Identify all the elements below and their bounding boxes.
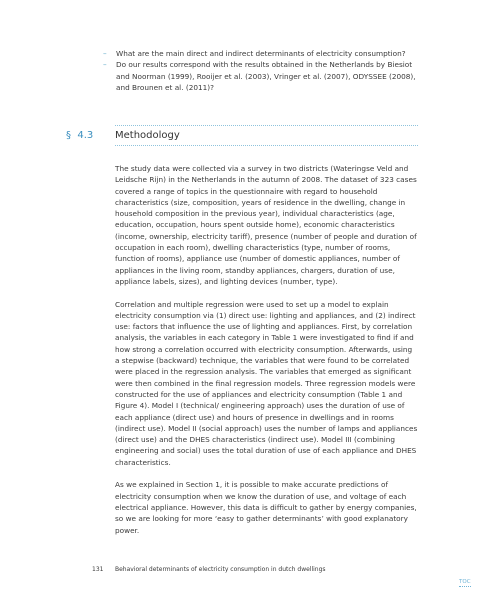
page-number: 131 <box>92 566 104 573</box>
question-text: Do our results correspond with the results obtained in the Netherlands by Biesiot and Noorman (1999), Rooijer et al. (2003), Vringer et al. (2007), ODYSSEE (2008), and Brounen et al. (2011)? <box>116 60 416 92</box>
list-item <box>103 59 423 93</box>
section-divider-top <box>115 125 418 126</box>
list-item <box>103 48 423 59</box>
toc-link[interactable]: TOC <box>459 579 471 585</box>
paragraph: The study data were collected via a survey in two districts (Wateringse Veld and Leidsche Rijn) in the Netherlands in the autumn of 2008. The dataset of 323 cases covered a range of topics in the questionnaire with regard to household characteristics (size, composition, years of residence in the dwelling, change in household composition in the previous year), individual characteristics (age, education, occupation, hours spent outside home), economic characteristics (income, ownership, electricity tariff), presence (number of people and duration of occupation in each room), dwelling characteristics (type, number of rooms, function of rooms), appliance use (number of domestic appliances, number of appliances in the living room, standby appliances, chargers, duration of use, appliance labels, sizes), and lighting devices (number, type). <box>115 164 417 286</box>
section-number-text: 4.3 <box>77 130 94 141</box>
bullet-dash: – <box>103 60 107 70</box>
paragraph: Correlation and multiple regression were used to set up a model to explain electricity consumption via (1) direct use: lighting and appliances, and (2) indirect use: factors that influence the use of lighting and appliances. First, by correlation analysis, the variables in each category in Table 1 were investigated to find if and how strong a correlation occurred with electricity consumption. Afterwards, using a stepwise (backward) technique, the variables that were found to be correlated were placed in the regression analysis. The variables that emerged as significant were then combined in the final regression models. Three regression models were constructed for the use of appliances and electricity consumption (Table 1 and Figure 4). Model I (technical/ engineering approach) uses the duration of use of each appliance (direct use) and hours of presence in dwellings and in rooms (indirect use). Model II (social approach) uses the number of lamps and appliances (direct use) and the DHES characteristics (indirect use). Model III (combining engineering and social) uses the total duration of use of each appliance and DHES characteristics. <box>115 299 418 467</box>
question-text: What are the main direct and indirect determinants of electricity consumption? <box>116 49 406 58</box>
bullet-dash: – <box>103 49 107 58</box>
running-title: Behavioral determinants of electricity consumption in dutch dwellings <box>115 566 326 573</box>
section-number <box>66 129 93 143</box>
section-divider-bottom <box>115 145 418 146</box>
section-title: Methodology <box>115 130 180 141</box>
body-text <box>115 163 418 547</box>
section-symbol: § <box>66 130 71 141</box>
question-list <box>103 48 423 93</box>
paragraph: As we explained in Section 1, it is possible to make accurate predictions of electricity consumption when we know the duration of use, and voltage of each electrical appliance. However, this data is difficult to gather by energy companies, so we are looking for more ‘easy to gather determinants’ with good explanatory power. <box>115 480 417 535</box>
